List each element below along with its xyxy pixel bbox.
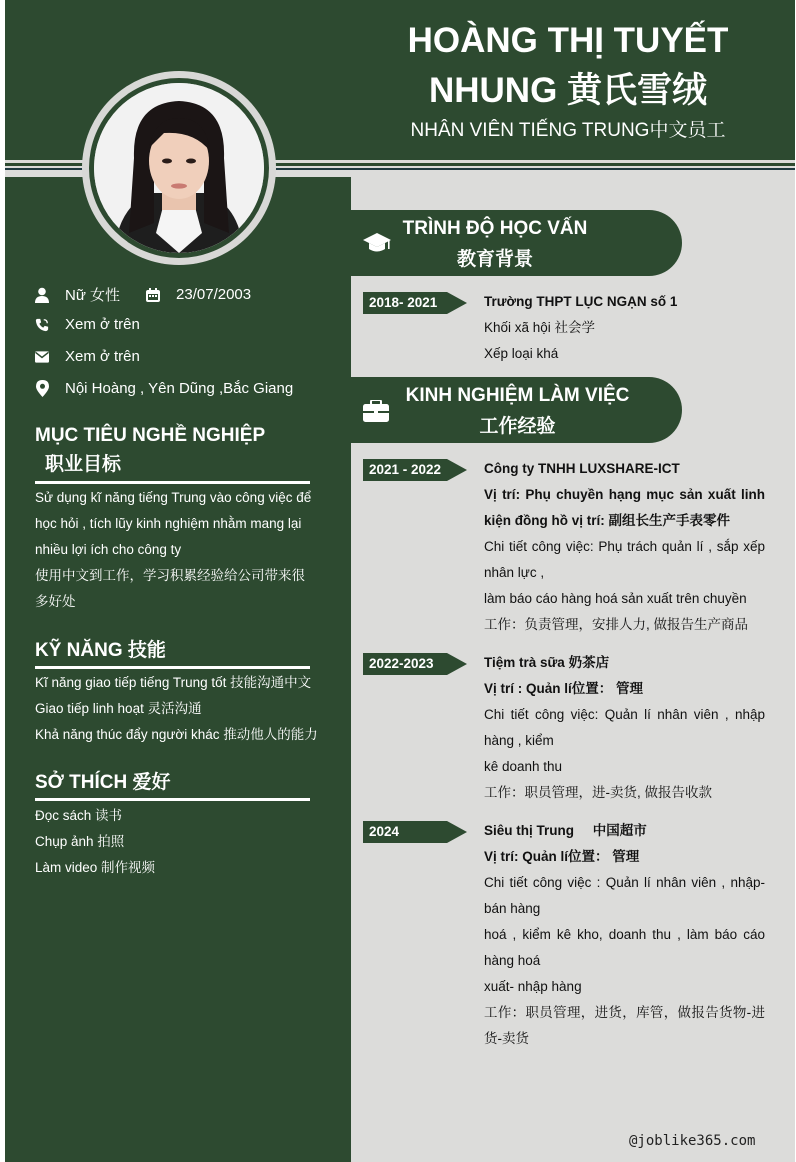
email-text: Xem ở trên [65, 348, 140, 365]
experience-heading-vi: KINH NGHIỆM LÀM VIỆC [405, 385, 630, 406]
objective-underline [35, 481, 310, 484]
job-entry [484, 456, 765, 638]
education-entry [484, 289, 765, 367]
experience-heading [395, 380, 640, 442]
name-line-1: HOÀNG THỊ TUYẾT [407, 21, 729, 60]
objective-heading-zh: 职业目标 [45, 454, 122, 475]
job-detail: xuất- nhập hàng [484, 979, 582, 994]
address-text: Nội Hoàng , Yên Dũng ,Bắc Giang [65, 380, 294, 397]
job-detail: 工作：职员管理，进货，库管，做报告货物-进货-卖货 [484, 1005, 765, 1046]
job-detail: Chi tiết công việc: Quản lí nhân viên , nhập hàng , kiểm [484, 707, 765, 748]
gender-text: Nữ 女性 [65, 287, 121, 304]
hobby-item: Đọc sách 读书 [35, 808, 123, 823]
job-entry [484, 650, 765, 806]
resume-page [5, 0, 795, 1162]
objective-line: Sử dụng kĩ năng tiếng Trung vào công việc để [35, 490, 312, 505]
objective-line: 使用中文到工作，学习积累经验给公司带来很 [35, 568, 305, 583]
contact-phone [35, 316, 140, 333]
phone-text: Xem ở trên [65, 316, 140, 333]
graduation-cap-icon [363, 231, 391, 259]
contact-address [35, 380, 293, 397]
job-detail: Chi tiết công việc: Phụ trách quản lí , sắp xếp nhân lực , [484, 539, 765, 580]
name-line-2: NHUNG 黄氏雪绒 [428, 71, 708, 110]
job-entry [484, 818, 765, 1052]
phone-icon [35, 317, 49, 333]
birthday-text: 23/07/2003 [176, 286, 252, 303]
skills-list [35, 670, 335, 748]
experience-heading-zh: 工作经验 [479, 416, 556, 437]
contact-email [35, 348, 140, 365]
job-detail: làm báo cáo hàng hoá sản xuất trên chuyền [484, 591, 747, 606]
job-date-tag: 2022-2023 [363, 653, 447, 675]
contact-gender-birthday [35, 284, 251, 305]
watermark: @joblike365.com [629, 1133, 756, 1149]
job-role: Vị trí: Phụ chuyền hạng mục sản xuất linh kiện đồng hồ vị trí: 副组长生产手表零件 [484, 487, 765, 528]
objective-line: 多好处 [35, 594, 76, 609]
hobbies-list [35, 803, 335, 881]
person-icon [35, 287, 49, 303]
job-role: Vị trí: Quản lí位置： 管理 [484, 849, 640, 864]
skills-underline [35, 666, 310, 669]
education-detail: Khối xã hội 社会学 [484, 320, 596, 335]
job-detail: Chi tiết công việc : Quản lí nhân viên , nhập-bán hàng [484, 875, 765, 916]
candidate-name [383, 16, 753, 116]
skill-item: Giao tiếp linh hoạt 灵活沟通 [35, 701, 202, 716]
education-heading-vi: TRÌNH ĐỘ HỌC VẤN [402, 218, 588, 239]
education-date-tag: 2018- 2021 [363, 292, 447, 314]
skills-heading: KỸ NĂNG 技能 [35, 640, 166, 661]
objective-line: học hỏi , tích lũy kinh nghiệm nhằm mang lại [35, 516, 302, 531]
objective-text [35, 485, 335, 615]
objective-heading [35, 421, 265, 479]
education-detail: Xếp loại khá [484, 346, 559, 361]
job-company: Tiệm trà sữa 奶茶店 [484, 655, 610, 670]
job-detail: 工作：负责管理，安排人力, 做报告生产商品 [484, 617, 749, 632]
skill-item: Khả năng thúc đẩy người khác 推动他人的能力 [35, 727, 318, 742]
education-heading [395, 213, 595, 275]
briefcase-icon [363, 400, 389, 426]
job-company: Siêu thị Trung 中国超市 [484, 823, 647, 838]
envelope-icon [35, 349, 49, 365]
profile-photo [94, 83, 264, 253]
objective-heading-vi: MỤC TIÊU NGHỀ NGHIỆP [35, 425, 266, 446]
job-detail: hoá , kiểm kê kho, doanh thu , làm báo cáo hàng hoá [484, 927, 765, 968]
education-heading-zh: 教育背景 [456, 249, 533, 270]
job-date-tag: 2024 [363, 821, 447, 843]
job-date-tag: 2021 - 2022 [363, 459, 447, 481]
hobby-item: Chụp ảnh 拍照 [35, 834, 125, 849]
skill-item: Kĩ năng giao tiếp tiếng Trung tốt 技能沟通中文 [35, 675, 312, 690]
hobbies-heading: SỞ THÍCH 爱好 [35, 772, 171, 793]
calendar-icon [146, 287, 160, 303]
location-pin-icon [35, 381, 49, 397]
job-title: NHÂN VIÊN TIẾNG TRUNG中文员工 [410, 120, 726, 141]
job-detail: kê doanh thu [484, 759, 563, 774]
objective-line: nhiều lợi ích cho công ty [35, 542, 182, 557]
school-name: Trường THPT LỤC NGẠN số 1 [484, 294, 678, 309]
hobbies-underline [35, 798, 310, 801]
job-role: Vị trí : Quản lí位置： 管理 [484, 681, 644, 696]
hobby-item: Làm video 制作视频 [35, 860, 156, 875]
portrait-illustration [94, 83, 264, 253]
job-detail: 工作：职员管理，进-卖货, 做报告收款 [484, 785, 712, 800]
job-company: Công ty TNHH LUXSHARE-ICT [484, 461, 680, 476]
